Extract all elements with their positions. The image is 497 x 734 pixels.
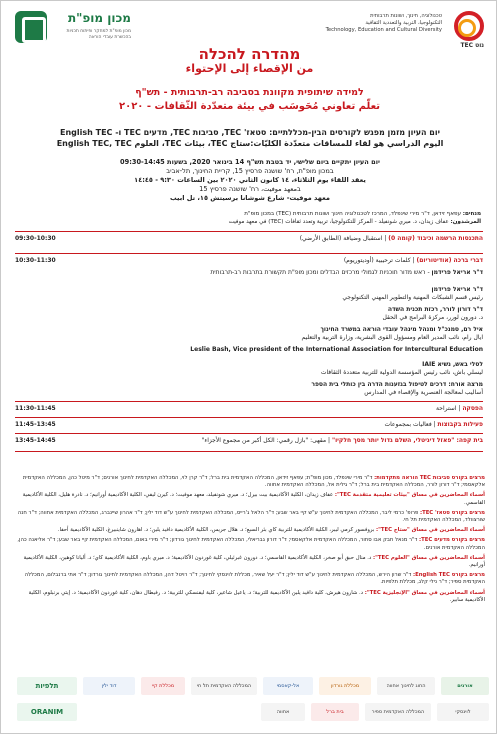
schedule-time: 11:30-11:45 (15, 405, 56, 412)
track-lecturers: ד"ר מירי שינפלד, מכון מופ"ת; עפאף זידאן, המכללה האקדמית בית ברל; ד"ר קרן לוי, המכללה האקדמית לחינוך אורנים; ד"ר מיטל כהן, המכללה האקדמית אלקאסמי; ד"ר דורון לורר, המכללה האקדמית בית ברל; ד"ר גילית אל, המכללה האקדמית אחווה. (22, 475, 485, 489)
track-block (13, 537, 485, 551)
divider (15, 401, 483, 402)
mofet-logo-name: מכון מופ"ת (67, 11, 131, 25)
schedule-time: 13:45-14:45 (15, 437, 56, 444)
track-title: أسماء المحاضرين في مساق "الإنجليزية TEC": (364, 589, 485, 596)
speaker-role: ليسلي باش، نائب رئيس المؤسسة الدولية للتربية متعددة الثقافات (320, 369, 483, 376)
divider (15, 417, 483, 418)
sponsor-logo: המכללה האקדמית ספיר (365, 703, 431, 721)
divider (15, 451, 483, 452)
track-block (13, 510, 485, 524)
track-lecturers: ד"ר שרון הירש, המכללה האקדמית לחינוך ע"ש דוד ילין; ד"ר יעל שאיר, מכללת לוינסקי לחינוך; ד"ר רויטל דהן, המכללה האקדמית לחינוך גורדון; ד"ר אתי ברנבלום, המכללה האקדמית ספיר; ד"ר נילי קלג, מכללת תלפיות. (24, 572, 485, 586)
tec-logo-arabic: التكنولوجيا، التربية والتعددية الثقافية (365, 20, 442, 26)
track-block (13, 475, 485, 489)
event-location-hebrew: במכון מופ"ת, רח' שושנה פרסיץ 15, קריית החינוך, תל-אביב (166, 167, 334, 175)
intro-line-hebrew: יום העיון מזמן מפגש לקורסים הבין-מכללתיים: סטאז' TEC, סביבות TEC, מדעים TEC ו- English TEC (60, 128, 440, 137)
sponsor-logo: תלפיות (17, 677, 77, 695)
speaker-row (15, 346, 483, 356)
sponsor-logo: אל-קאסמי (263, 677, 313, 695)
track-lecturers: د. منال حبق أبو صخر، الكلية الأكاديمية القاسمي؛ د. دورون غبرئيلي، كلية غوردون الأكاديمية؛ د. ميري باوم، الكلية الأكاديمية كاي؛ د. أليانا كوهين، الكلية الأكاديمية أورانيم. (23, 554, 485, 569)
track-lecturers: عفاف زيدان، الكلية الأكاديمية بيت بيرل؛ د. ميري شونفيلد، معهد موفيت؛ د. كيرن ليفي، الكلية الأكاديمية أورانيم؛ د. نادرة هليل، الكلية الأكاديمية القاسمي. (22, 492, 485, 506)
speaker-row (15, 326, 483, 342)
speaker-row (15, 306, 483, 322)
tec-logo-text (257, 13, 442, 34)
track-title: מרצים בקורס סטאז' TEC: (419, 509, 485, 516)
speaker-name: ד"ר אריאל פרידמן (431, 269, 483, 276)
sponsor-logo: ORANIM (17, 703, 77, 721)
sponsor-logos (11, 677, 489, 729)
event-details (19, 158, 481, 203)
schedule-time: 10:30-11:30 (15, 257, 56, 264)
track-title: מרצים בקורס מדעים TEC: (419, 537, 485, 544)
schedule-time: 11:45-13:45 (15, 421, 56, 428)
speaker-role: ايال رام، نائب المدير العام ومسؤول القوى البشرية، وزارة التربية والتعليم (301, 334, 483, 341)
schedule-subtitle: استراحة (436, 405, 457, 412)
hosts-text-arabic: عفاف زيدان، د. ميري شونفيلد - المركز للتكنولوجيا، تربية وتعدد ثقافات (TEC) في معهد موفيت (228, 219, 449, 225)
track-block (13, 492, 485, 506)
track-title: أسماء المحاضرين في مساق "العلوم TEC": (373, 554, 485, 561)
track-title: מרצים בקורס English TEC: (413, 572, 485, 579)
mofet-logo-subtitle: מכון מופ"ת למחקר ופיתוח תכניות בהכשרת עובדי הוראה (66, 29, 131, 40)
intro-line-arabic: اليوم الدراسي هو لقاء للمساقات متعدّدة الكليّات:ستاج TEC، بيئات TEC، العلوم English TEC, TEC (56, 139, 444, 148)
divider (15, 433, 483, 434)
sponsor-logo: אחווה (261, 703, 305, 721)
event-date-arabic: يعقد اللقاء يوم الثلاثاء، ١٤ كانون الثاني ٢٠٢٠ بين الساعات ٩:٣٠ - ١٤:٤٥ (134, 176, 366, 184)
speaker-name: איל רם, סמנכ"ל ומנהל מינהל עובדי הוראה במשרד החינוך (320, 326, 483, 333)
schedule-subtitle: فعاليات بمجموعات (384, 421, 432, 428)
hosts-label-arabic: المرشدون: (450, 219, 481, 225)
schedule-subtitle: استقبال وضيافة (الطابق الأرضي) (299, 235, 383, 242)
speaker-role: - ראש מדור תוכניות לגמולי מרכזים הבדלים ומכון מופ"ת תקשורת בתרבות רב-תרבותית (210, 269, 430, 276)
track-lecturers: د. شارون هيرش، كلية دافيد يلين الأكاديمية للتربية؛ د. ياعيل شاعير، كلية ليفنسكي للتربية؛ د. رفيطال دهان، كلية غوردون الأكاديمية؛ د. إيتي برنبلوم، الكلية الأكاديمية سابير. (28, 589, 485, 603)
event-location-arabic: معهد موفيت- شارع شوشانا برسيتش ١٥، تل ابيب (170, 194, 330, 202)
sponsor-logo: מכללת גורדון (319, 677, 371, 695)
schedule-title: הפסקה (462, 405, 483, 412)
schedule-title: פעילות בקבוצות (437, 421, 483, 428)
track-block (13, 590, 485, 604)
sponsor-logo: החוג לחינוך אחווה (377, 677, 435, 695)
sponsor-logo: המכללה האקדמית תל חי (191, 677, 257, 695)
speaker-row (15, 361, 483, 377)
track-block (13, 572, 485, 586)
speaker-row (15, 269, 483, 285)
main-title-hebrew: מהדרה להכלה (198, 45, 301, 63)
schedule-time: 09:30-10:30 (15, 235, 56, 242)
sponsor-logo: אורנים (441, 677, 489, 695)
event-date-hebrew: יום העיון יתקיים ביום שלישי, יד בטבת תש"ף 14 בינואר 2020, בשעות 09:30-14:45 (120, 158, 380, 166)
schedule-row: 11:45-13:45 פעילות בקבוצות | فعاليات بمجموعات (15, 421, 483, 428)
schedule-row: 09:30-10:30 התכנסות הרשמה וכיבוד (קומה 0) | استقبال وضيافة (الطابق الأرضي) (15, 235, 483, 242)
divider (15, 253, 483, 254)
speaker-name: ד"ר דורון לורר, רכזת תכנית השדה (387, 306, 483, 313)
track-title: מרצים בקורס סביבות TEC הוראה מתקדמות: (374, 475, 485, 481)
track-lecturers: بروفسور كرمي ليبر، الكلية الأكاديمية للتربية كاي بئر السبع؛ د. هلال جريس، الكلية الأكاديمية دافيد يلين؛ د. اهارون شاينبيرغ، الكلية الأكاديمية أحفا. (57, 527, 375, 534)
schedule-row: 11:30-11:45 הפסקה | استراحة (15, 405, 483, 412)
speaker-role: د. دورون لورر، مركزة البرامج في الحقل (382, 314, 483, 321)
track-lecturers: פרופ' כרמי ליבר, המכללה האקדמית לחינוך ע"ש קיי באר שבע; ד"ר הלאל ג'רייס, המכללה האקדמית לחינוך ע"ש דוד ילין; ד"ר אהרון שיינברג, המכללה האקדמית אחווה; ד"ר חנה שורצוולד, המכללה האקדמית תל חי. (17, 509, 485, 524)
track-title: أسماء المحاضرين في مساق "بيئات تعليمية متقدمة TEC": (334, 492, 485, 499)
schedule-title: דברי ברכה (אודיטוריום) (416, 257, 483, 264)
main-title-arabic: من الإقصاء إلى الإحتواء (185, 62, 314, 75)
tec-logo-mark-text: נוט TEC (460, 42, 484, 49)
event-location-mixed: בمعهد موفيت، רח' שושנה פרסיץ 15 (199, 185, 301, 193)
speaker-name-english: Leslie Bash, Vice president of the International Association for Intercultural Education (190, 346, 483, 353)
guest-lecture-title: מרצה אורח: דרכים לטיפול בגזענות הדרה בין כותלי בית הספר (311, 381, 483, 388)
divider (15, 231, 483, 232)
sponsor-logo: לוינסקי (437, 703, 489, 721)
speaker-name: ד"ר אריאל פרידמן (431, 286, 483, 293)
track-block (13, 555, 485, 569)
intro-text (19, 127, 481, 149)
schedule-subtitle: مقهى: "بازل رقمي: الكل أكبر من مجموع الأجزاء" (201, 437, 327, 444)
schedule-subtitle: كلمات ترحيبية (أوديتوريوم) (343, 257, 411, 264)
hosts-block (15, 210, 481, 226)
speaker-row (15, 381, 483, 397)
speaker-row (15, 286, 483, 302)
sponsor-logo: מכללת קיי (141, 677, 185, 695)
sponsor-logo: דוד ילין (83, 677, 135, 695)
subtitle-arabic: تعلّم تعاوني مُحَوسَب في بيئة متعدّدة الثّقافات - ٢٠٢٠ (118, 101, 381, 112)
mofet-logo-icon (15, 11, 47, 43)
tec-logo-icon (448, 11, 484, 47)
speaker-name: לסלי באש, נשיא IAIE (422, 361, 483, 368)
track-title: أسماء المحاضرين في مساق "ستاج TEC": (376, 527, 485, 534)
schedule-title: התכנסות הרשמה וכיבוד (קומה 0) (388, 235, 483, 242)
schedule-row: 13:45-14:45 בית קפה: "פאזל דיגיטלי, השלם גדול יותר מסך חלקיו" | مقهى: "بازل رقمي: الكل أكبر من مجموع الأجزاء" (15, 437, 483, 444)
speaker-role: رئيس قسم الشبكات المهنية والتطوير المهني التكنولوجي (342, 294, 483, 301)
guest-lecture-subtitle: أساليب لمعالجة العنصرية والإقصاء في المدارس (364, 389, 483, 396)
track-lecturers: ד"ר מנאל חבק אבו סחור, המכללה האקדמית אלקאסמי; ד"ר דורון גבריאלי, המכללה האקדמית לחינוך גורדון; ד"ר מירי באום, המכללה האקדמית קיי באר שבע; ד"ר אליאנה כהן, המכללה האקדמית אורנים. (17, 537, 485, 551)
track-block (13, 527, 485, 534)
hosts-text: עפאף זידאן, ד"ר מירי שינפלד, המרכז לטכנולוגיה חינוך ושונות תרבותית (TEC) במכון מופ"ת (244, 211, 461, 217)
subtitle-hebrew: למידה שיתופית מקוונת בסביבה רב-תרבותית - תש"ף (135, 87, 364, 98)
tec-logo-english: Technology, Education and Cultural Diversity (325, 27, 442, 33)
tec-logo-hebrew: טכנולוגיה, חינוך, ושונות תרבותית (370, 13, 442, 19)
sponsor-logo: בית ברל (311, 703, 359, 721)
lecturer-tracks (13, 475, 485, 607)
schedule-row: 10:30-11:30 דברי ברכה (אודיטוריום) | كلمات ترحيبية (أوديتوريوم) (15, 257, 483, 264)
schedule-title: בית קפה: "פאזל דיגיטלי, השלם גדול יותר מסך חלקיו" (331, 437, 483, 444)
hosts-label: מנחים: (462, 211, 481, 217)
